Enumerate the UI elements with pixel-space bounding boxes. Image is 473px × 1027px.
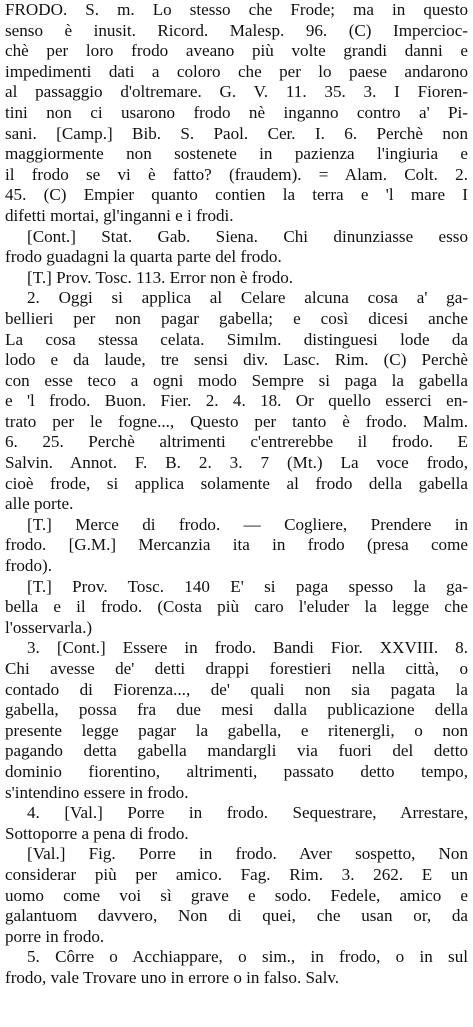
text-line: pagando detta gabella mandargli via fuori del detto xyxy=(5,741,468,761)
text-line: Chi avesse de' detti drappi forestieri nella città, o xyxy=(5,659,468,678)
text-line: senso è inusit. Ricord. Malesp. 96. (C) Impercioc- xyxy=(5,20,468,40)
text-line: porre in frodo. xyxy=(5,926,105,946)
text-line: 6. 25. Perchè altrimenti c'entrerebbe il frodo. E xyxy=(5,432,468,452)
text-line: FRODO. S. m. Lo stesso che Frode; ma in questo xyxy=(5,0,468,19)
text-line: bellieri per non pagar gabella; e così dicesi anche xyxy=(5,308,468,328)
text-line: cioè frode, si applica solamente al frodo della gabella xyxy=(5,473,468,493)
text-line: 2. Oggi si applica al Celare alcuna cosa a' ga- xyxy=(27,288,468,308)
text-line: trato per le fogne..., Questo per tanto è frodo. Malm. xyxy=(5,411,468,431)
text-line: impedimenti dati a coloro che per lo paese andarono xyxy=(5,61,468,81)
text-line: tini non ci usarono frodo nè inganno contro a' Pi- xyxy=(5,102,468,122)
text-line: galantuom davvero, Non di quei, che usan or, da xyxy=(5,906,468,926)
text-line: [Cont.] Stat. Gab. Siena. Chi dinunziasse esso xyxy=(27,226,468,246)
text-line: gabella, possa fra due mesi dalla publicazione della xyxy=(5,700,468,720)
text-line: s'intendino essere in frodo. xyxy=(5,782,189,802)
text-line: al passaggio d'oltremare. G. V. 11. 35. 3. I Fioren- xyxy=(5,82,468,102)
text-line: frodo. [G.M.] Mercanzia ita in frodo (presa come xyxy=(5,535,468,555)
text-line: Salvin. Annot. F. B. 2. 3. 7 (Mt.) La voce frodo, xyxy=(5,453,468,473)
text-line: il frodo se vi è fatto? (fraudem). = Alam. Colt. 2. xyxy=(5,164,468,184)
text-line: lodo e da laude, tre sensi div. Lasc. Rim. (C) Perchè xyxy=(5,350,468,370)
text-line: [Val.] Fig. Porre in frodo. Aver sospetto, Non xyxy=(27,844,468,864)
text-line: dominio fiorentino, altrimenti, passato detto tempo, xyxy=(5,761,468,781)
text-line: frodo guadagni la quarta parte del frodo. xyxy=(5,247,282,267)
text-line: maggiormente non sostenete in pazienza l'ingiuria e xyxy=(5,144,468,164)
text-line: La cosa stessa celata. Simılm. distinguesi lode da xyxy=(5,329,468,349)
text-line: uomo come voi sì grave e sodo. Fedele, amico e xyxy=(5,885,468,905)
text-line: con esse teco a ogni modo Sempre si paga la gabella xyxy=(5,370,468,390)
text-line: 5. Côrre o Acchiappare, o sim., in frodo, o in sul xyxy=(27,947,468,967)
text-line: frodo). xyxy=(5,556,52,576)
text-line: e 'l frodo. Buon. Fier. 2. 4. 18. Or quello esserci en- xyxy=(5,391,468,411)
text-line: 45. (C) Empier quanto contien la terra e 'l mare I xyxy=(5,185,468,205)
text-line: presente legge pagar la gabella, e ritenergli, o non xyxy=(5,720,468,740)
text-line: Sottoporre a pena di frodo. xyxy=(5,823,189,843)
text-line: [T.] Prov. Tosc. 113. Error non è frodo. xyxy=(27,267,294,287)
dictionary-entry xyxy=(5,0,468,989)
text-line: chè per loro frodo aveano più volte grandi danni e xyxy=(5,41,468,61)
text-line: [T.] Prov. Tosc. 140 E' si paga spesso la ga- xyxy=(27,576,468,596)
text-line: [T.] Merce di frodo. — Cogliere, Prendere in xyxy=(27,514,468,534)
text-line: 3. [Cont.] Essere in frodo. Bandi Fior. XXVIII. 8. xyxy=(27,638,468,658)
text-line: considerar più per amico. Fag. Rim. 3. 262. E un xyxy=(5,864,468,884)
text-line: 4. [Val.] Porre in frodo. Sequestrare, Arrestare, xyxy=(27,803,468,823)
text-line: alle porte. xyxy=(5,494,74,514)
text-line: difetti mortai, gl'inganni e i frodi. xyxy=(5,205,234,225)
text-line: l'osservarla.) xyxy=(5,617,93,637)
text-line: bella e il frodo. (Costa più caro l'eluder la legge che xyxy=(5,597,468,617)
text-line: frodo, vale Trovare uno in errore o in falso. Salv. xyxy=(5,967,340,987)
text-line: contado di Fiorenza..., de' quali non sia pagata la xyxy=(5,679,468,699)
text-line: sani. [Camp.] Bib. S. Paol. Cer. I. 6. Perchè non xyxy=(5,123,468,143)
